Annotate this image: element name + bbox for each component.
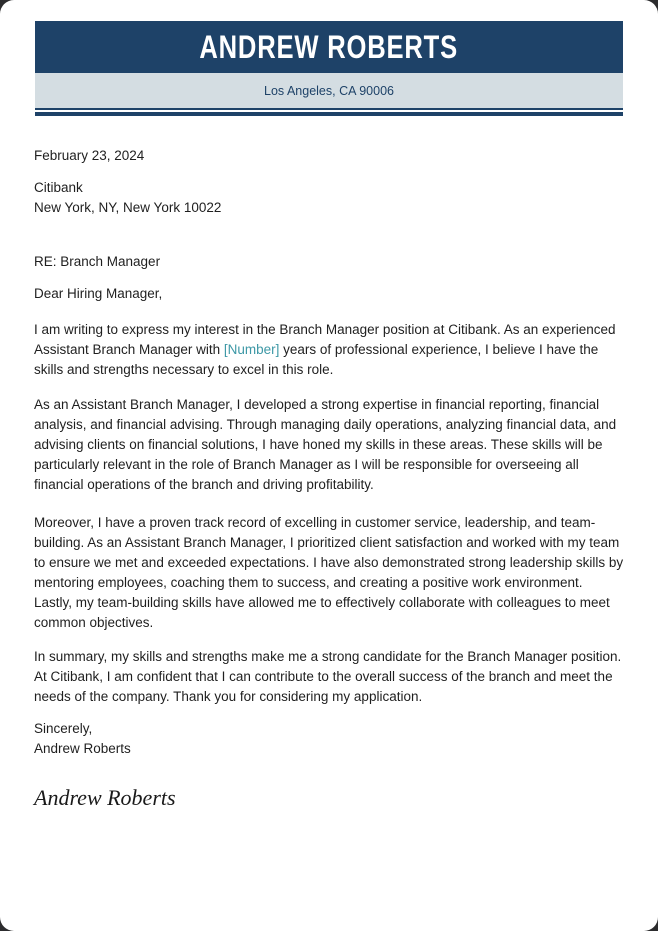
letter-body bbox=[0, 146, 658, 811]
paragraph-intro bbox=[34, 320, 624, 380]
recipient-address: New York, NY, New York 10022 bbox=[34, 200, 222, 215]
signature-script: Andrew Roberts bbox=[34, 785, 176, 810]
recipient-block bbox=[34, 178, 624, 218]
header-divider-thick bbox=[35, 112, 623, 116]
closing-block bbox=[34, 719, 624, 759]
name-banner bbox=[35, 21, 623, 73]
closing-name: Andrew Roberts bbox=[34, 741, 131, 756]
closing-word: Sincerely, bbox=[34, 721, 93, 736]
recipient-company: Citibank bbox=[34, 180, 83, 195]
subject-line: RE: Branch Manager bbox=[34, 254, 161, 269]
paragraph-summary: In summary, my skills and strengths make me a strong candidate for the Branch Manager position. At Citibank, I am confident that I can contribute to the overall success of the branch and meet the needs of the company. Thank you for considering my application. bbox=[34, 649, 622, 704]
salutation: Dear Hiring Manager, bbox=[34, 286, 163, 301]
paragraph-expertise: As an Assistant Branch Manager, I developed a strong expertise in financial reporting, financial analysis, and financial advising. Through managing daily operations, analyzing financial data, and advising clients on financial solutions, I have honed my skills in these areas. These skills will be particularly relevant in the role of Branch Manager as I will be responsible for overseeing all financial operations of the branch and driving profitability. bbox=[34, 397, 617, 492]
letter-date: February 23, 2024 bbox=[34, 148, 145, 163]
letter-header bbox=[35, 21, 623, 116]
number-placeholder-token[interactable]: [Number] bbox=[223, 342, 280, 357]
candidate-name: ANDREW ROBERTS bbox=[199, 28, 459, 65]
paragraph-track-record: Moreover, I have a proven track record of excelling in customer service, leadership, and team-building. As an Assistant Branch Manager, I prioritized client satisfaction and worked with my team to ensure we met and exceeded expectations. I have also demonstrated strong leadership skills by mentoring employees, coaching them to success, and creating a positive work environment. Lastly, my team-building skills have allowed me to effectively collaborate with colleagues to meet common objectives. bbox=[34, 515, 624, 630]
paragraph-intro-after: years of professional experience, I believe I have the skills and strengths necessary to excel in this role. bbox=[34, 342, 599, 377]
candidate-location: Los Angeles, CA 90006 bbox=[264, 83, 394, 98]
paragraph-intro-before: I am writing to express my interest in the Branch Manager position at Citibank. As an experienced Assistant Branch Manager with bbox=[34, 322, 616, 357]
location-banner bbox=[35, 73, 623, 108]
